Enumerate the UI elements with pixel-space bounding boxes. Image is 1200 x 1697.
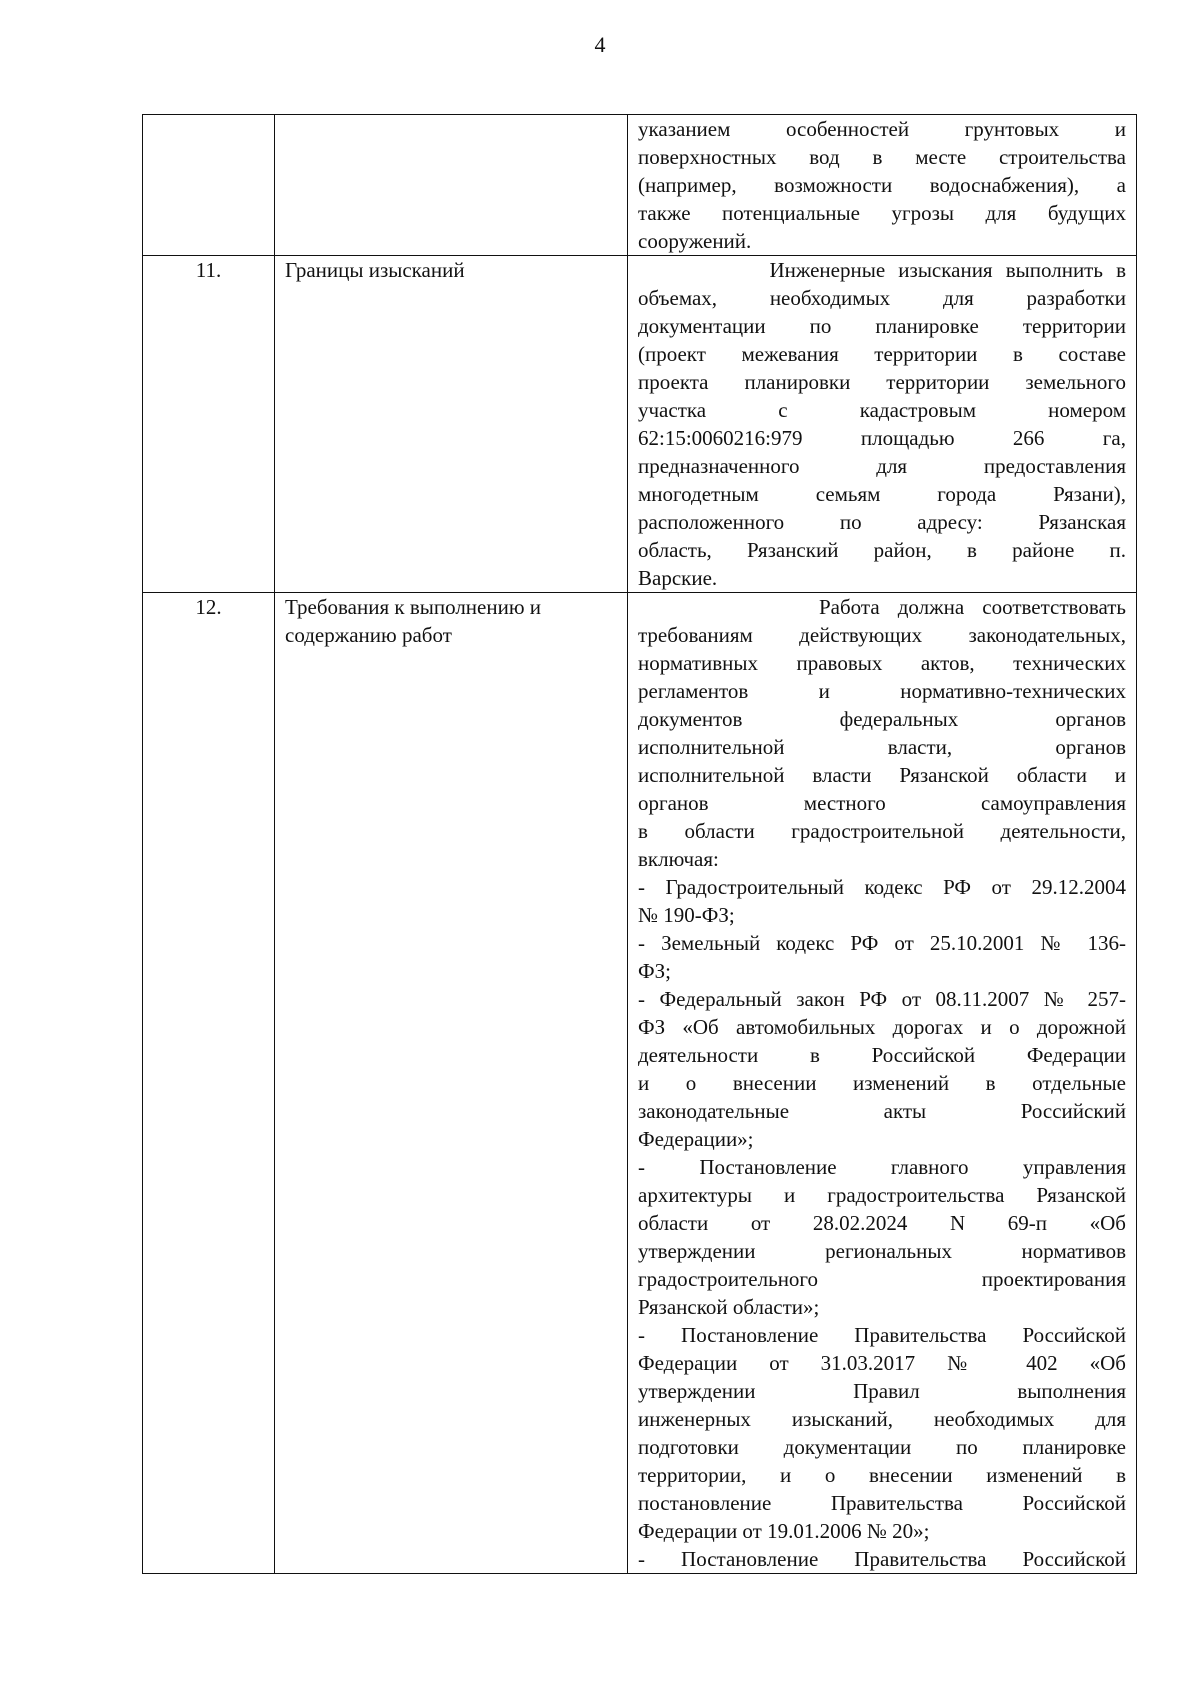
content-line: включая: xyxy=(638,847,719,871)
content-line: предназначенного для предоставления xyxy=(638,454,1126,478)
content-line: градостроительного проектирования xyxy=(638,1267,1126,1291)
row-name xyxy=(275,593,628,1574)
row-name xyxy=(275,115,628,256)
content-line: Работа должна соответствовать xyxy=(638,595,1126,619)
content-line: - Постановление главного управления xyxy=(638,1155,1126,1179)
content-line: (проект межевания территории в составе xyxy=(638,342,1126,366)
content-line: сооружений. xyxy=(638,229,752,253)
row-name-line: Границы изысканий xyxy=(285,258,465,282)
content-line: Федерации»; xyxy=(638,1127,754,1151)
content-line: инженерных изысканий, необходимых для xyxy=(638,1407,1126,1431)
row-number xyxy=(143,115,275,256)
content-line: указанием особенностей грунтовых и xyxy=(638,117,1126,141)
table-row xyxy=(143,593,1137,1574)
content-line: проекта планировки территории земельного xyxy=(638,370,1126,394)
page-number: 4 xyxy=(594,32,606,57)
content-line: объемах, необходимых для разработки xyxy=(638,286,1126,310)
content-line: Варские. xyxy=(638,566,718,590)
row-name-line: Требования к выполнению и xyxy=(285,595,542,619)
content-line: утверждении региональных нормативов xyxy=(638,1239,1126,1263)
content-line: требованиям действующих законодательных, xyxy=(638,623,1126,647)
content-line: регламентов и нормативно-технических xyxy=(638,679,1126,703)
content-line: органов местного самоуправления xyxy=(638,791,1126,815)
content-line: исполнительной власти, органов xyxy=(638,735,1126,759)
content-line: исполнительной власти Рязанской области и xyxy=(638,763,1126,787)
content-line: также потенциальные угрозы для будущих xyxy=(638,201,1126,225)
table-row xyxy=(143,115,1137,256)
content-line: ФЗ; xyxy=(638,959,671,983)
row-content xyxy=(628,593,1137,1574)
row-number: 11. xyxy=(143,256,275,593)
content-line: многодетным семьям города Рязани), xyxy=(638,482,1126,506)
content-line: области от 28.02.2024 N 69-п «Об xyxy=(638,1211,1126,1235)
content-line: - Постановление Правительства Российской xyxy=(638,1323,1126,1347)
row-name xyxy=(275,256,628,593)
content-line: расположенного по адресу: Рязанская xyxy=(638,510,1126,534)
content-line: Федерации от 19.01.2006 № 20»; xyxy=(638,1519,930,1543)
row-number: 12. xyxy=(143,593,275,1574)
row-content xyxy=(628,256,1137,593)
content-line: № 190-ФЗ; xyxy=(638,903,735,927)
content-line: подготовки документации по планировке xyxy=(638,1435,1126,1459)
content-line: документации по планировке территории xyxy=(638,314,1126,338)
content-line: в области градостроительной деятельности, xyxy=(638,819,1126,843)
row-content xyxy=(628,115,1137,256)
content-line: - Постановление Правительства Российской xyxy=(638,1547,1126,1571)
table-row xyxy=(143,256,1137,593)
content-line: утверждении Правил выполнения xyxy=(638,1379,1126,1403)
content-line: - Земельный кодекс РФ от 25.10.2001 № 136- xyxy=(638,931,1126,955)
content-line: 62:15:0060216:979 площадью 266 га, xyxy=(638,426,1126,450)
content-line: - Градостроительный кодекс РФ от 29.12.2004 xyxy=(638,875,1126,899)
content-line: деятельности в Российской Федерации xyxy=(638,1043,1126,1067)
content-line: документов федеральных органов xyxy=(638,707,1126,731)
content-line: постановление Правительства Российской xyxy=(638,1491,1126,1515)
content-line: нормативных правовых актов, технических xyxy=(638,651,1126,675)
content-line: архитектуры и градостроительства Рязанской xyxy=(638,1183,1126,1207)
content-line: территории, и о внесении изменений в xyxy=(638,1463,1126,1487)
row-name-line: содержанию работ xyxy=(285,623,452,647)
content-line: участка с кадастровым номером xyxy=(638,398,1126,422)
content-line: Инженерные изыскания выполнить в xyxy=(638,258,1126,282)
content-line: ФЗ «Об автомобильных дорогах и о дорожной xyxy=(638,1015,1126,1039)
content-line: Рязанской области»; xyxy=(638,1295,820,1319)
requirements-table xyxy=(142,114,1137,1574)
content-line: - Федеральный закон РФ от 08.11.2007 № 257- xyxy=(638,987,1126,1011)
content-line: Федерации от 31.03.2017 № 402 «Об xyxy=(638,1351,1126,1375)
content-line: и о внесении изменений в отдельные xyxy=(638,1071,1126,1095)
content-line: область, Рязанский район, в районе п. xyxy=(638,538,1126,562)
content-line: законодательные акты Российский xyxy=(638,1099,1126,1123)
content-line: (например, возможности водоснабжения), а xyxy=(638,173,1126,197)
content-line: поверхностных вод в месте строительства xyxy=(638,145,1126,169)
